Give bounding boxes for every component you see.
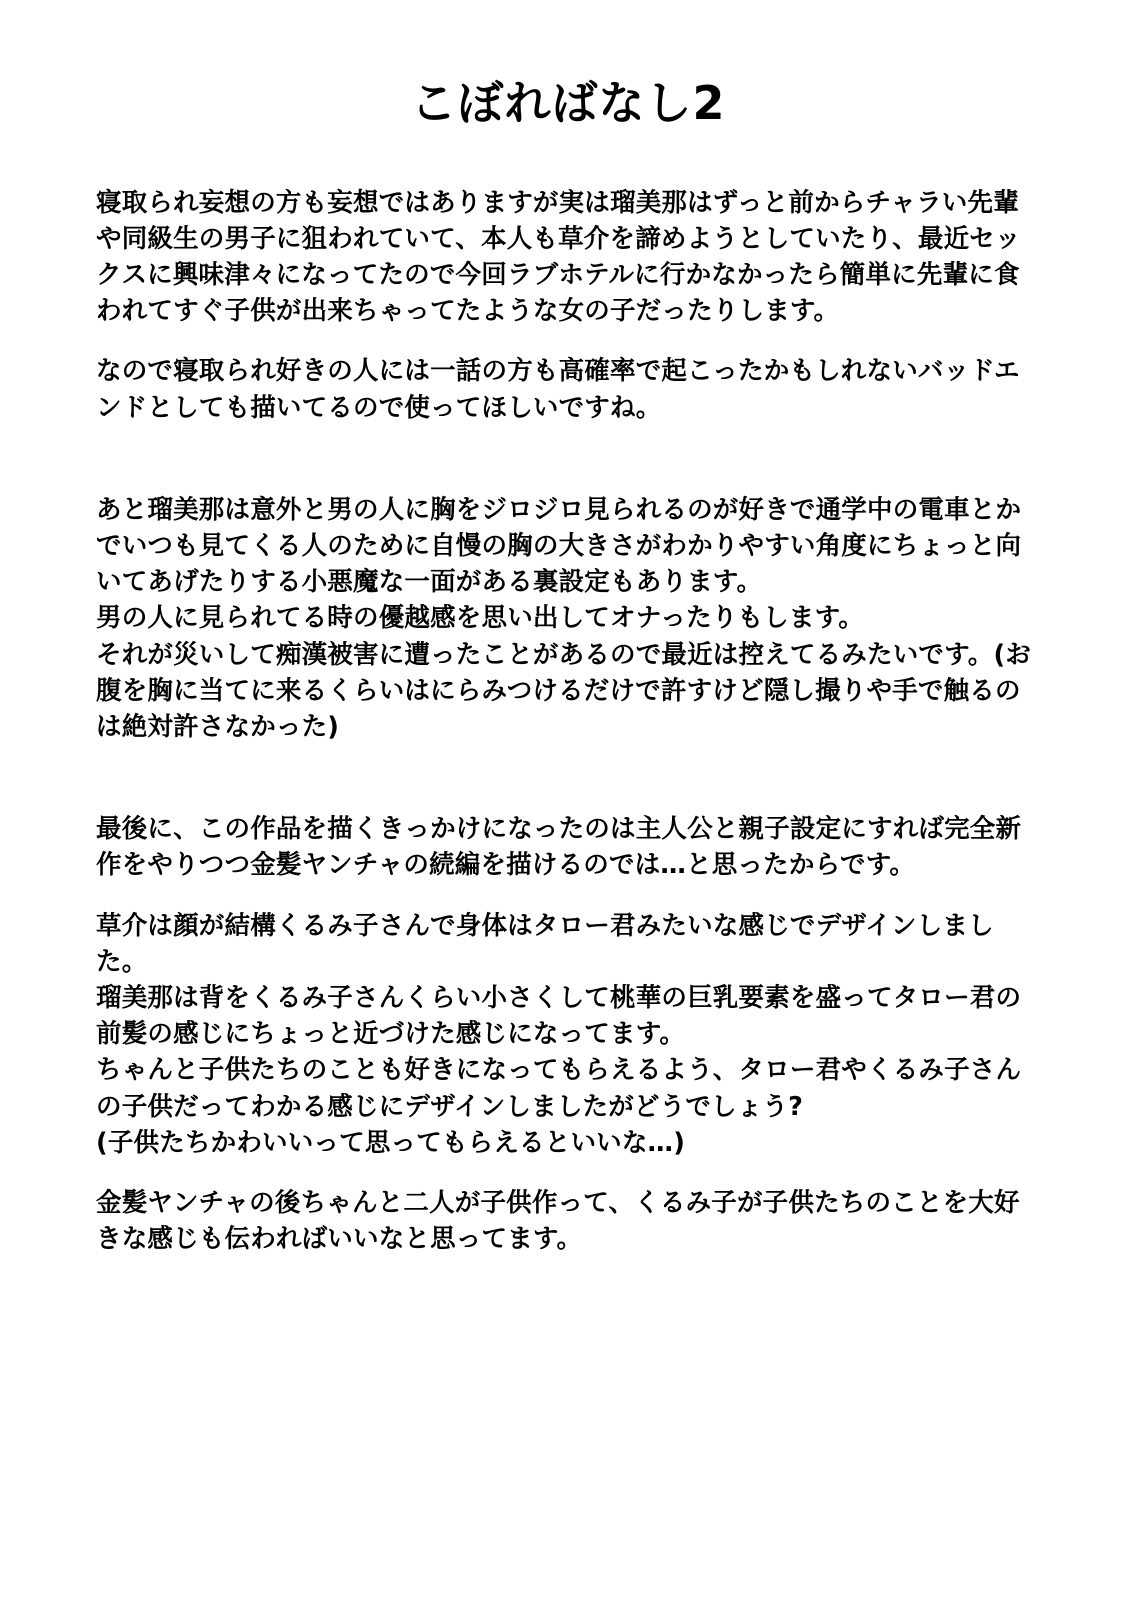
paragraph: なので寝取られ好きの人には一話の方も高確率で起こったかもしれないバッドエンドとしても描いてるので使ってほしいですね。 xyxy=(96,356,1020,423)
paragraph: 草介は顔が結構くるみ子さんで身体はタロー君みたいな感じでデザインしました。 xyxy=(96,910,994,977)
section-2 xyxy=(96,492,1040,745)
paragraph: 寝取られ妄想の方も妄想ではありますが実は瑠美那はずっと前からチャラい先輩や同級生の男子に狙われていて、本人も草介を諦めようとしていたり、最近セックスに興味津々になってたので今回ラブホテルに行かなかったら簡単に先輩に食われてすぐ子供が出来ちゃってたような女の子だったりします。 xyxy=(96,187,1021,327)
paragraph-spacer xyxy=(96,329,1040,353)
paragraph: あと瑠美那は意外と男の人に胸をジロジロ見られるのが好きで通学中の電車とかでいつも見てくる人のために自慢の胸の大きさがわかりやすい角度にちょっと向いてあげたりする小悪魔な一面がある裏設定もあります。 xyxy=(96,494,1022,598)
paragraph: 男の人に見られてる時の優越感を思い出してオナったりもします。 xyxy=(96,603,864,634)
section-5 xyxy=(96,1185,1040,1257)
paragraph: それが災いして痴漢被害に遭ったことがあるので最近は控えてるみたいです。(お腹を胸に当てに来るくらいはにらみつけるだけで許すけど隠し撮りや手で触るのは絶対許さなかった) xyxy=(96,639,1032,743)
document-body xyxy=(0,185,1136,1258)
section-spacer xyxy=(96,1161,1040,1185)
section-4 xyxy=(96,908,1040,1161)
paragraph: 最後に、この作品を描くきっかけになったのは主人公と親子設定にすれば完全新作をやりつつ金髪ヤンチャの続編を描けるのでは…と思ったからです。 xyxy=(96,814,1022,881)
section-spacer xyxy=(96,745,1040,811)
paragraph: (子供たちかわいいって思ってもらえるといいな…) xyxy=(96,1127,686,1158)
section-spacer xyxy=(96,426,1040,492)
section-spacer xyxy=(96,884,1040,908)
paragraph: ちゃんと子供たちのことも好きになってもらえるよう、タロー君やくるみ子さんの子供だってわかる感じにデザインしましたがどうでしょう? xyxy=(96,1055,1022,1122)
paragraph: 金髪ヤンチャの後ちゃんと二人が子供作って、くるみ子が子供たちのことを大好きな感じも伝わればいいなと思ってます。 xyxy=(96,1188,1020,1255)
section-1 xyxy=(96,185,1040,426)
paragraph: 瑠美那は背をくるみ子さんくらい小さくして桃華の巨乳要素を盛ってタロー君の前髪の感じにちょっと近づけた感じになってます。 xyxy=(96,983,1022,1050)
section-3 xyxy=(96,811,1040,883)
page-title: こぼればなし2 xyxy=(410,76,726,130)
